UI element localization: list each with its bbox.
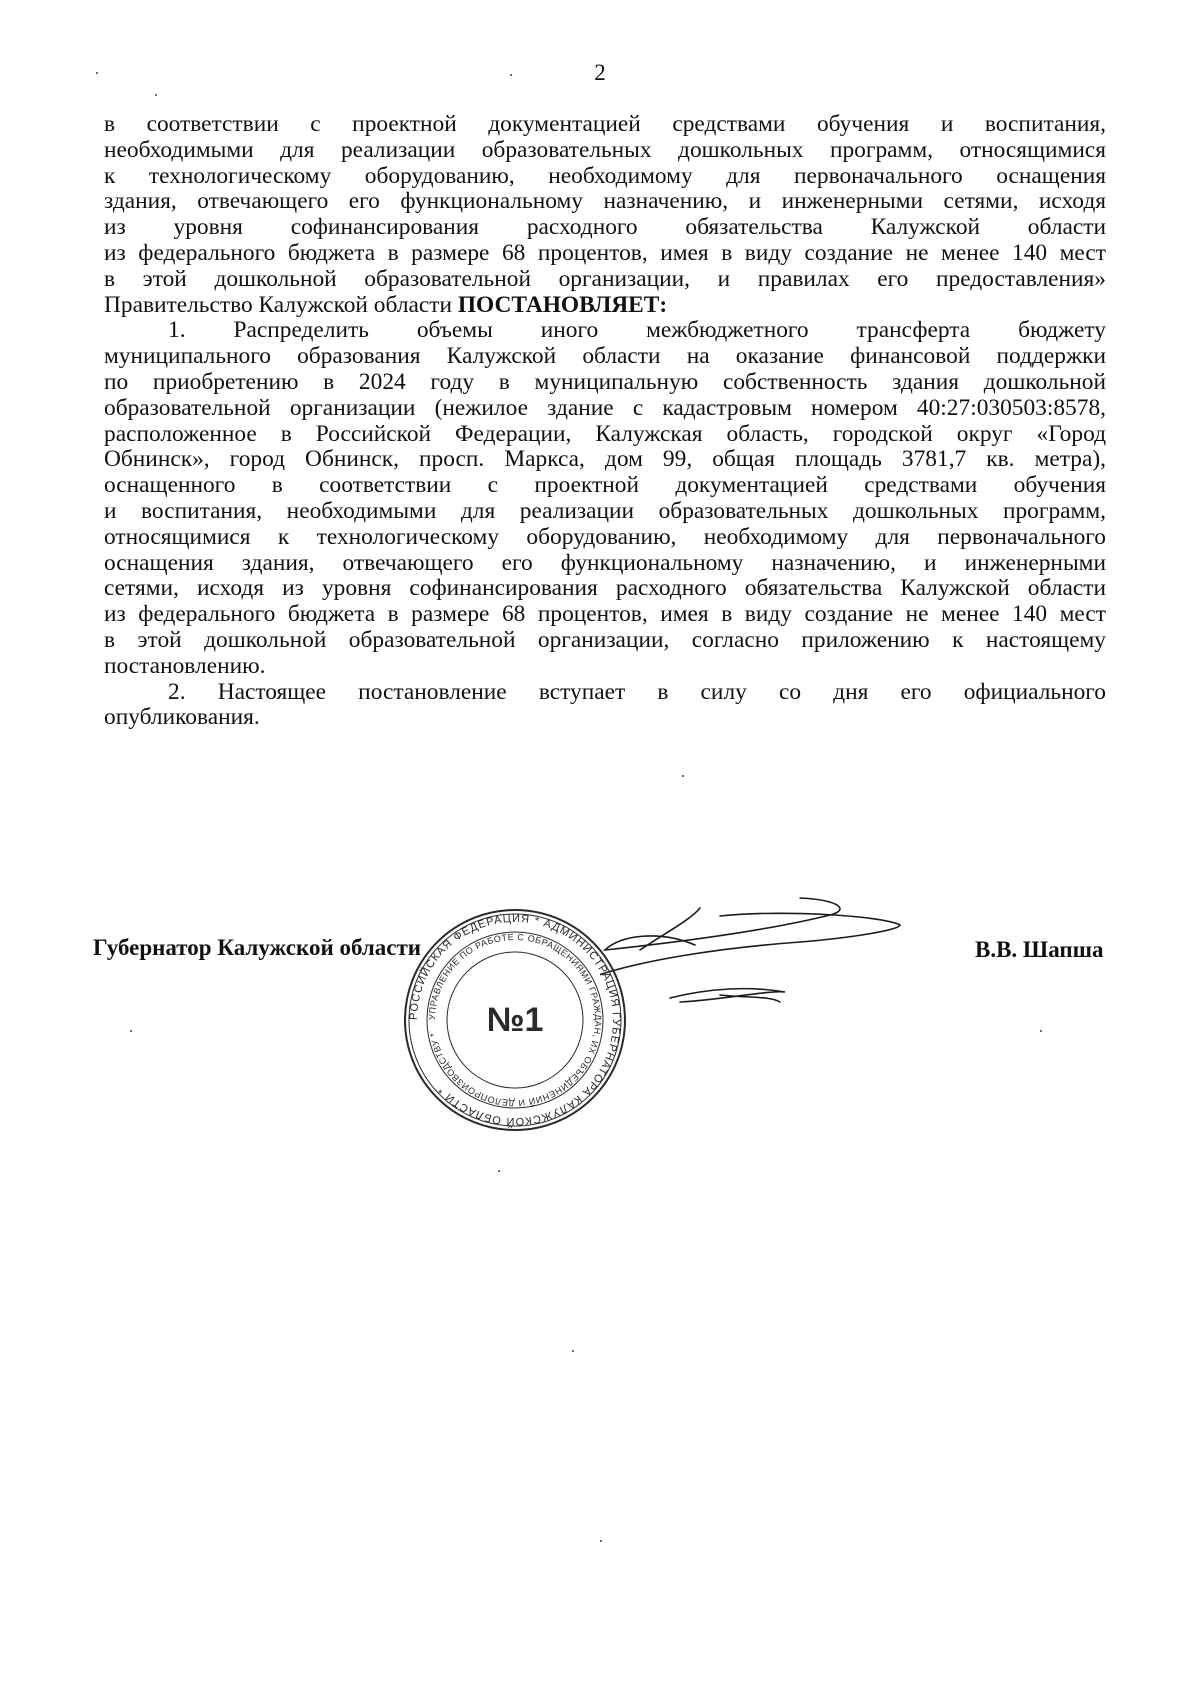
item-1-line: расположенное в Российской Федерации, Калужская область, городской округ «Город (104, 420, 1106, 447)
scan-speck (498, 1170, 500, 1172)
item-1-line: образовательной организации (нежилое здание с кадастровым номером 40:27:030503:8578, (104, 394, 1106, 421)
resolution-word: ПОСТАНОВЛЯЕТ: (457, 291, 668, 318)
scan-speck (510, 74, 512, 76)
scan-speck (682, 775, 684, 777)
item-2-line: опубликования. (104, 704, 260, 731)
scan-speck (155, 94, 157, 96)
scan-speck (130, 1030, 132, 1032)
item-1-line: постановлению. (104, 652, 266, 679)
item-1-line: оснащенного в соответствии с проектной документацией средствами обучения (104, 472, 1106, 499)
page-number: 2 (594, 60, 606, 85)
item-1-line: и воспитания, необходимыми для реализации образовательных дошкольных программ, (104, 497, 1106, 524)
scan-speck (1040, 1030, 1042, 1032)
seal-inner-text: УПРАВЛЕНИЕ ПО РАБОТЕ С ОБРАЩЕНИЯМИ ГРАЖДАН, ИХ ОБЪЕДИНЕНИЙ И ДЕЛОПРОИЗВОДСТВУ * (426, 931, 604, 1109)
text-line: из федерального бюджета в размере 68 процентов, имея в виду создание не менее 140 мест (104, 239, 1106, 266)
item-1-line: в этой дошкольной образовательной организации, согласно приложению к настоящему (104, 626, 1106, 653)
seal-number: №1 (486, 1001, 544, 1039)
seal-outer-text: РОССИЙСКАЯ ФЕДЕРАЦИЯ * АДМИНИСТРАЦИЯ ГУБЕРНАТОРА КАЛУЖСКОЙ ОБЛАСТИ * (407, 912, 623, 1128)
item-1-line: из федерального бюджета в размере 68 процентов, имея в виду создание не менее 140 мест (104, 601, 1106, 628)
signatory-name: В.В. Шапша (975, 937, 1104, 962)
scan-speck (600, 1540, 602, 1542)
official-seal (400, 905, 630, 1135)
item-1-line: оснащения здания, отвечающего его функциональному назначению, и инженерными (104, 549, 1106, 576)
text-line: в соответствии с проектной документацией средствами обучения и воспитания, (104, 111, 1106, 137)
item-2-line: 2. Настоящее постановление вступает в силу со дня его официального (168, 678, 1106, 705)
text-line: из уровня софинансирования расходного обязательства Калужской области (104, 214, 1106, 241)
signatory-title: Губернатор Калужской области (93, 935, 422, 960)
resolution-line (104, 293, 1106, 319)
scan-speck (96, 72, 98, 74)
text-line: необходимыми для реализации образовательных дошкольных программ, относящимися (104, 136, 1106, 163)
text-line: к технологическому оборудованию, необходимому для первоначального оснащения (104, 162, 1106, 189)
item-1-line: Обнинск», город Обнинск, просп. Маркса, дом 99, общая площадь 3781,7 кв. метра), (104, 446, 1106, 473)
handwritten-signature (600, 890, 920, 1020)
item-1-line: по приобретению в 2024 году в муниципальную собственность здания дошкольной (104, 368, 1106, 395)
item-1-line: относящимися к технологическому оборудованию, необходимому для первоначального (104, 523, 1106, 550)
document-body (104, 112, 1106, 731)
item-1-line: 1. Распределить объемы иного межбюджетного трансферта бюджету (168, 317, 1106, 344)
item-1-line: сетями, исходя из уровня софинансирования расходного обязательства Калужской области (104, 575, 1106, 602)
text-line: в этой дошкольной образовательной организации, и правилах его предоставления» (104, 265, 1106, 292)
resolution-prefix: Правительство Калужской области (104, 291, 458, 318)
scan-speck (572, 1350, 574, 1352)
text-line: здания, отвечающего его функциональному назначению, и инженерными сетями, исходя (104, 188, 1106, 215)
item-1-line: муниципального образования Калужской области на оказание финансовой поддержки (104, 343, 1106, 370)
